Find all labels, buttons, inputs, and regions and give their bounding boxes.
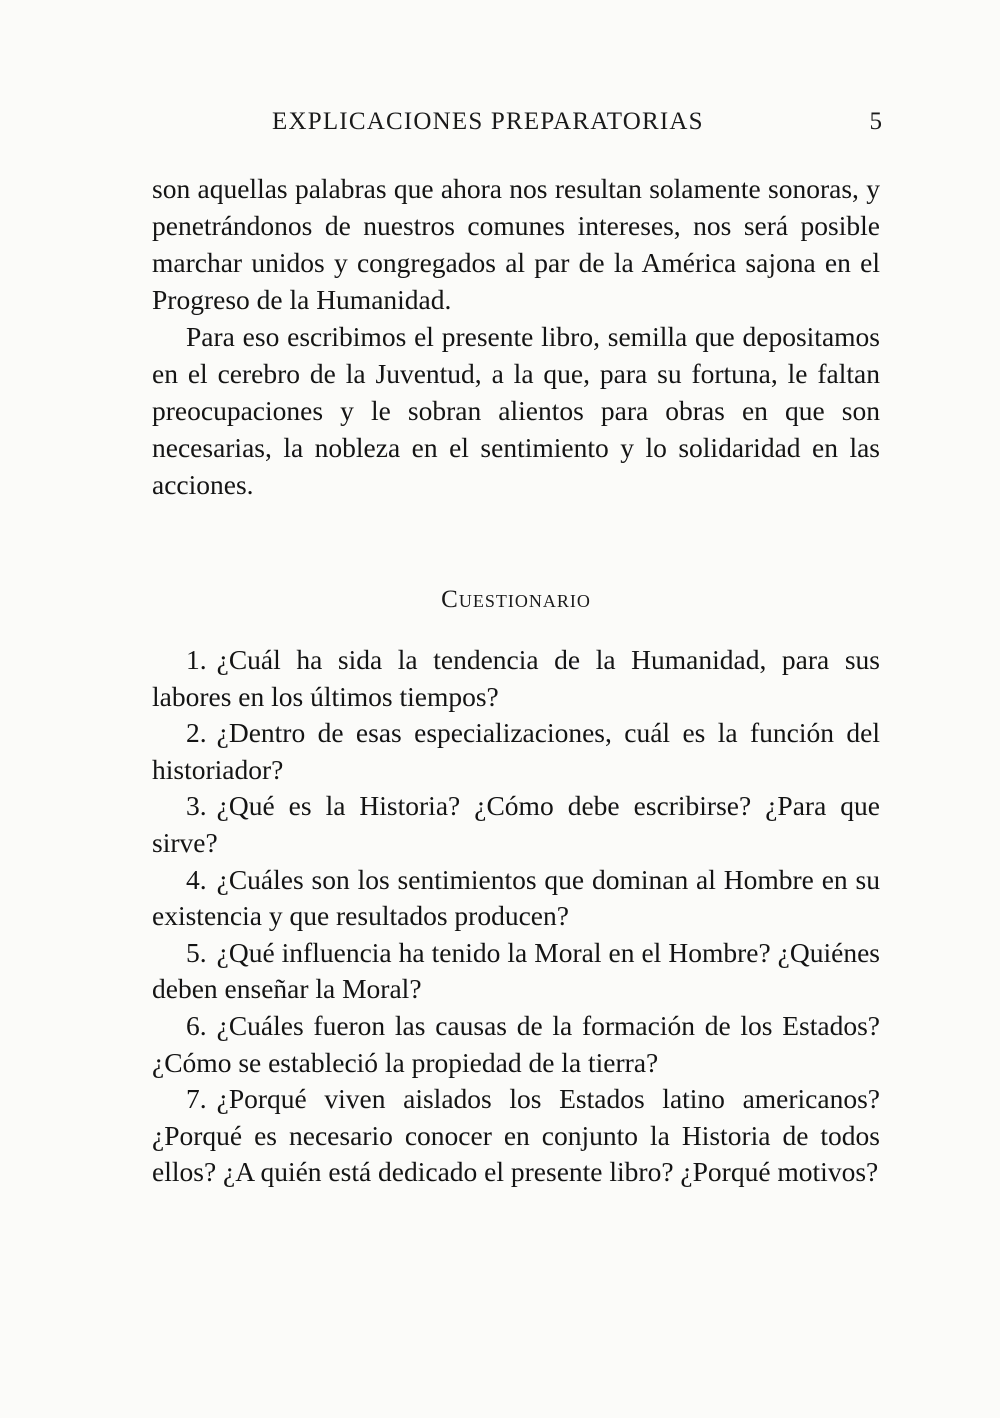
question-number: 3. bbox=[186, 790, 207, 822]
question-item bbox=[152, 642, 880, 715]
question-text: ¿Qué es la Historia? ¿Cómo debe escribirse? ¿Para que sirve? bbox=[152, 790, 880, 858]
paragraph: Para eso escribimos el presente libro, semilla que depositamos en el cerebro de la Juventud, a la que, para su fortuna, le faltan preocupaciones y le sobran alientos para obras en que son necesarias, la nobleza en el sentimiento y lo solidaridad en las acciones. bbox=[152, 321, 880, 500]
question-text: ¿Cuál ha sida la tendencia de la Humanidad, para sus labores en los últimos tiempos? bbox=[152, 644, 880, 712]
questionnaire-heading: Cuestionario bbox=[441, 586, 591, 613]
page-number: 5 bbox=[869, 108, 882, 135]
body-text bbox=[152, 170, 880, 503]
question-number: 1. bbox=[186, 644, 207, 675]
question-item bbox=[152, 1008, 880, 1081]
questionnaire-list bbox=[152, 642, 880, 1191]
running-head: EXPLICACIONES PREPARATORIAS bbox=[272, 108, 704, 135]
question-item bbox=[152, 862, 880, 935]
page-header bbox=[152, 108, 882, 142]
question-text: ¿Qué influencia ha tenido la Moral en el Hombre? ¿Quiénes deben enseñar la Moral? bbox=[152, 936, 880, 1005]
paragraph-continuation: son aquellas palabras que ahora nos resultan solamente sonoras, y penetrándonos de nuestros comunes intereses, nos será posible marchar unidos y congregados al par de la América sajona en el Progreso de la Humanidad. bbox=[152, 173, 880, 315]
question-number: 7. bbox=[186, 1083, 207, 1115]
question-item bbox=[152, 1081, 880, 1191]
question-number: 6. bbox=[186, 1009, 207, 1041]
question-text: ¿Dentro de esas especializaciones, cuál es la función del historiador? bbox=[152, 717, 880, 785]
question-item bbox=[152, 788, 880, 861]
question-item bbox=[152, 715, 880, 788]
question-number: 5. bbox=[186, 936, 207, 968]
question-item bbox=[152, 935, 880, 1008]
question-text: ¿Cuáles fueron las causas de la formación de los Estados? ¿Cómo se estableció la propiedad de la tierra? bbox=[152, 1009, 880, 1078]
question-number: 2. bbox=[186, 717, 207, 749]
question-number: 4. bbox=[186, 863, 207, 895]
question-text: ¿Porqué viven aislados los Estados latino americanos? ¿Porqué es necesario conocer en conjunto la Historia de todos ellos? ¿A quién está dedicado el presente libro? ¿Porqué motivos? bbox=[152, 1083, 880, 1188]
question-text: ¿Cuáles son los sentimientos que dominan al Hombre en su existencia y que resultados producen? bbox=[152, 863, 880, 932]
